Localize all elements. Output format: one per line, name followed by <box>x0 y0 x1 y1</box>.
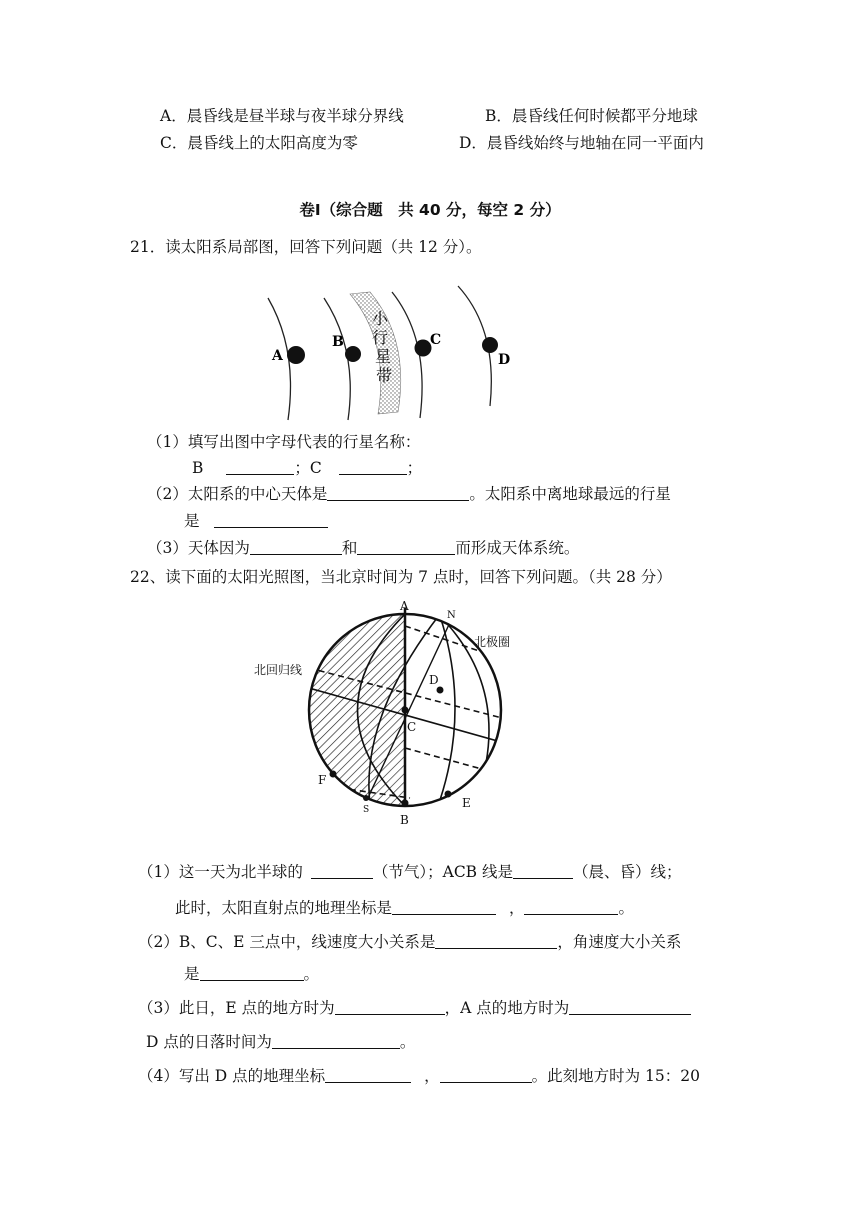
q22-s2-line <box>138 932 681 952</box>
q21-s2a: （2）太阳系的中心天体是 <box>147 485 328 503</box>
option-c: C．晨昏线上的太阳高度为零 <box>160 134 358 152</box>
label-c: C <box>407 720 417 734</box>
label-a: A <box>272 348 283 364</box>
q22-s1f: 。 <box>618 899 634 917</box>
q22-s1e: ， <box>508 899 525 917</box>
illumination-figure <box>240 598 540 830</box>
belt-char-3: 星 <box>375 347 392 366</box>
q22-stem: 22、读下面的太阳光照图，当北京时间为 7 点时，回答下列问题。（共 28 分） <box>130 568 672 586</box>
section-title: 卷Ⅰ（综合题 共 40 分，每空 2 分） <box>299 201 561 219</box>
solar-system-figure <box>258 280 528 422</box>
blank-reason-1[interactable] <box>250 538 342 555</box>
point-d <box>437 687 444 694</box>
label-s: S <box>363 805 370 815</box>
planet-d <box>482 337 498 353</box>
point-b <box>402 800 409 807</box>
q22-s2a: （2）B、C、E 三点中，线速度大小关系是 <box>138 933 436 951</box>
q21-s1-b: B <box>192 459 204 477</box>
q22-s1d-line <box>175 898 634 918</box>
belt-char-1: 小 <box>372 309 389 328</box>
point-s <box>363 795 369 801</box>
q22-s3-line <box>138 998 691 1018</box>
blank-linear-speed[interactable] <box>435 932 557 949</box>
q22-s1d: 此时，太阳直射点的地理坐标是 <box>175 899 393 917</box>
blank-d-sunset[interactable] <box>272 1032 400 1049</box>
blank-dawn-dusk[interactable] <box>513 862 573 879</box>
blank-farthest-planet[interactable] <box>214 511 328 528</box>
orbit-b <box>324 298 350 420</box>
planet-b <box>345 346 361 362</box>
q21-s1: （1）填写出图中字母代表的行星名称： <box>147 433 421 451</box>
q22-s2d: 。 <box>303 965 320 983</box>
blank-reason-2[interactable] <box>357 538 455 555</box>
q22-s3b: ，A 点的地方时为 <box>444 999 570 1017</box>
blank-subsolar-lat[interactable] <box>392 898 496 915</box>
option-b: B．晨昏线任何时候都平分地球 <box>485 107 698 125</box>
label-d: D <box>429 673 439 687</box>
q21-stem: 21．读太阳系局部图，回答下列问题（共 12 分）。 <box>130 238 482 256</box>
q22-s4c: 。此刻地方时为 15：20 <box>531 1067 700 1085</box>
point-c <box>402 707 409 714</box>
label-f: F <box>318 773 327 787</box>
label-b: B <box>400 813 409 827</box>
label-e: E <box>462 796 471 810</box>
label-tropic: 北回归线 <box>254 663 303 677</box>
q21-s3-line <box>147 538 579 558</box>
q21-s2c: 是 <box>184 512 200 530</box>
planet-a <box>287 346 305 364</box>
q21-s3c: 而形成天体系统。 <box>455 539 580 557</box>
belt-char-2: 行 <box>372 328 389 347</box>
blank-solar-term[interactable] <box>311 862 373 879</box>
meridian-4 <box>440 616 455 800</box>
blank-d-lat[interactable] <box>325 1066 411 1083</box>
q22-s1c: （晨、昏）线； <box>573 863 682 881</box>
planet-c <box>415 340 432 357</box>
q22-s2b: ，角速度大小关系 <box>557 933 682 951</box>
q22-s2c-line <box>184 964 319 984</box>
q21-s1-line <box>192 458 422 478</box>
blank-subsolar-lon[interactable] <box>524 898 618 915</box>
q21-s3b: 和 <box>341 539 358 557</box>
q21-s3a: （3）天体因为 <box>147 539 250 557</box>
q22-s3c: D 点的日落时间为 <box>146 1033 272 1051</box>
label-arctic: 北极圈 <box>474 635 511 649</box>
blank-planet-b[interactable] <box>226 458 294 475</box>
q22-s3d: 。 <box>399 1033 416 1051</box>
q22-s1-line <box>138 862 682 882</box>
q21-s1-end: ； <box>406 459 423 477</box>
q22-s1a: （1）这一天为北半球的 <box>138 863 303 881</box>
blank-e-local-time[interactable] <box>335 998 445 1015</box>
option-d: D．晨昏线始终与地轴在同一平面内 <box>459 134 704 152</box>
label-b: B <box>332 334 344 350</box>
q21-s2b: 。太阳系中离地球最远的行星 <box>469 485 671 503</box>
q22-s3c-line <box>146 1032 415 1052</box>
q21-s1-sep: ；C <box>294 459 322 477</box>
q22-s1b: （节气）；ACB 线是 <box>372 863 513 881</box>
blank-angular-speed[interactable] <box>200 964 304 981</box>
point-e <box>445 791 452 798</box>
blank-planet-c[interactable] <box>339 458 407 475</box>
q21-s2c-line <box>184 511 328 531</box>
option-a: A．晨昏线是昼半球与夜半球分界线 <box>160 107 404 125</box>
label-c: C <box>430 332 442 348</box>
point-f <box>330 771 337 778</box>
q22-s4-line <box>138 1066 700 1086</box>
q22-s3a: （3）此日，E 点的地方时为 <box>138 999 335 1017</box>
blank-central-body[interactable] <box>327 484 469 501</box>
q22-s4b: ， <box>424 1067 440 1085</box>
q22-s2c: 是 <box>184 965 200 983</box>
label-a: A <box>400 599 409 613</box>
label-n: N <box>447 610 456 621</box>
label-d: D <box>498 352 511 368</box>
q21-s2-line <box>147 484 671 504</box>
blank-d-lon[interactable] <box>440 1066 532 1083</box>
q22-s4a: （4）写出 D 点的地理坐标 <box>138 1067 326 1085</box>
blank-a-local-time[interactable] <box>569 998 691 1015</box>
belt-char-4: 带 <box>376 366 393 385</box>
